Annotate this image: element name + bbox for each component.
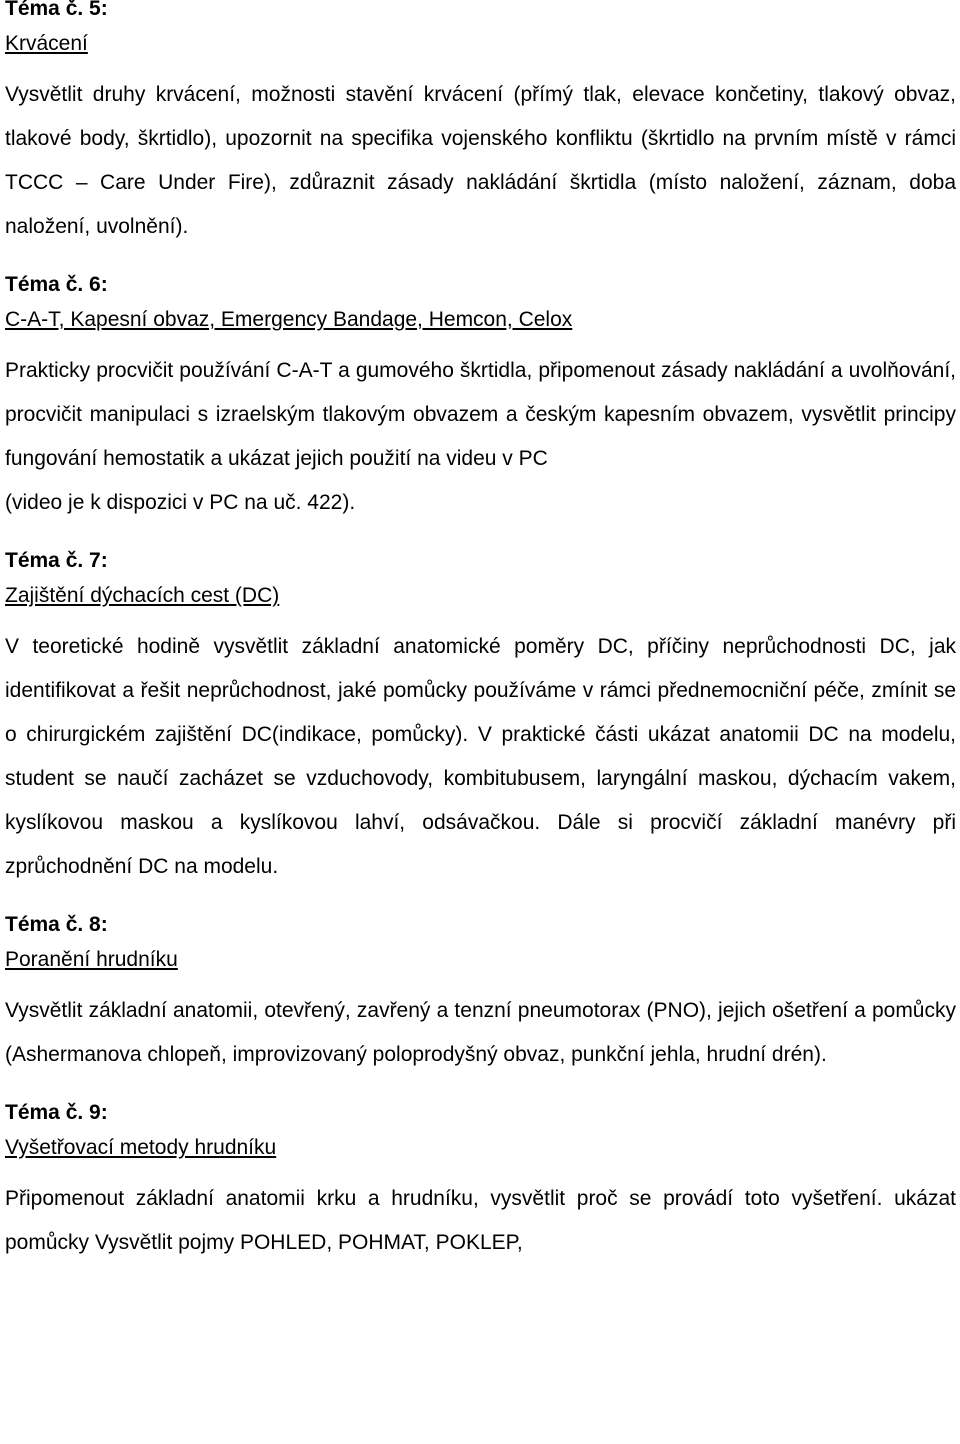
section-title: Zajištění dýchacích cest (DC): [5, 584, 280, 607]
section-heading: Téma č. 6:: [5, 273, 108, 296]
section-tema-6: [5, 271, 956, 525]
section-tema-5: [5, 0, 956, 249]
section-title: Krvácení: [5, 32, 88, 55]
section-heading: Téma č. 7:: [5, 549, 108, 572]
section-paragraph: Prakticky procvičit používání C-A-T a gumového škrtidla, připomenout zásady nakládání a uvolňování, procvičit manipulaci s izraelským tlakovým obvazem a českým kapesním obvazem, vysvětlit principy fungování hemostatik a ukázat jejich použití na videu v PC: [5, 359, 956, 470]
section-heading: Téma č. 5:: [5, 0, 108, 20]
document-page: [5, 0, 956, 1287]
section-title: C-A-T, Kapesní obvaz, Emergency Bandage, Hemcon, Celox: [5, 308, 573, 331]
section-paragraph: Vysvětlit druhy krvácení, možnosti stavění krvácení (přímý tlak, elevace končetiny, tlakový obvaz, tlakové body, škrtidlo), upozornit na specifika vojenského konfliktu (škrtidlo na prvním místě v rámci TCCC – Care Under Fire), zdůraznit zásady nakládání škrtidla (místo naložení, záznam, doba naložení, uvolnění).: [5, 83, 956, 238]
section-tema-9: [5, 1099, 956, 1265]
section-heading: Téma č. 8:: [5, 913, 108, 936]
section-tema-8: [5, 911, 956, 1077]
section-tema-7: [5, 547, 956, 889]
section-paragraph: V teoretické hodině vysvětlit základní anatomické poměry DC, příčiny neprůchodnosti DC, jak identifikovat a řešit neprůchodnost, jaké pomůcky používáme v rámci přednemocniční péče, zmínit se o chirurgickém zajištění DC(indikace, pomůcky). V praktické části ukázat anatomii DC na modelu, student se naučí zacházet se vzduchovody, kombitubusem, laryngální maskou, dýchacím vakem, kyslíkovou maskou a kyslíkovou lahví, odsávačkou. Dále si procvičí základní manévry při zprůchodnění DC na modelu.: [5, 635, 956, 878]
section-title: Poranění hrudníku: [5, 948, 178, 971]
section-paragraph: Vysvětlit základní anatomii, otevřený, zavřený a tenzní pneumotorax (PNO), jejich ošetření a pomůcky (Ashermanova chlopeň, improvizovaný poloprodyšný obvaz, punkční jehla, hrudní drén).: [5, 999, 956, 1066]
section-paragraph: Připomenout základní anatomii krku a hrudníku, vysvětlit proč se provádí toto vyšetření. ukázat pomůcky Vysvětlit pojmy POHLED, POHMAT, POKLEP,: [5, 1187, 956, 1254]
section-title: Vyšetřovací metody hrudníku: [5, 1136, 277, 1159]
section-paragraph: (video je k dispozici v PC na uč. 422).: [5, 491, 356, 514]
section-heading: Téma č. 9:: [5, 1101, 108, 1124]
